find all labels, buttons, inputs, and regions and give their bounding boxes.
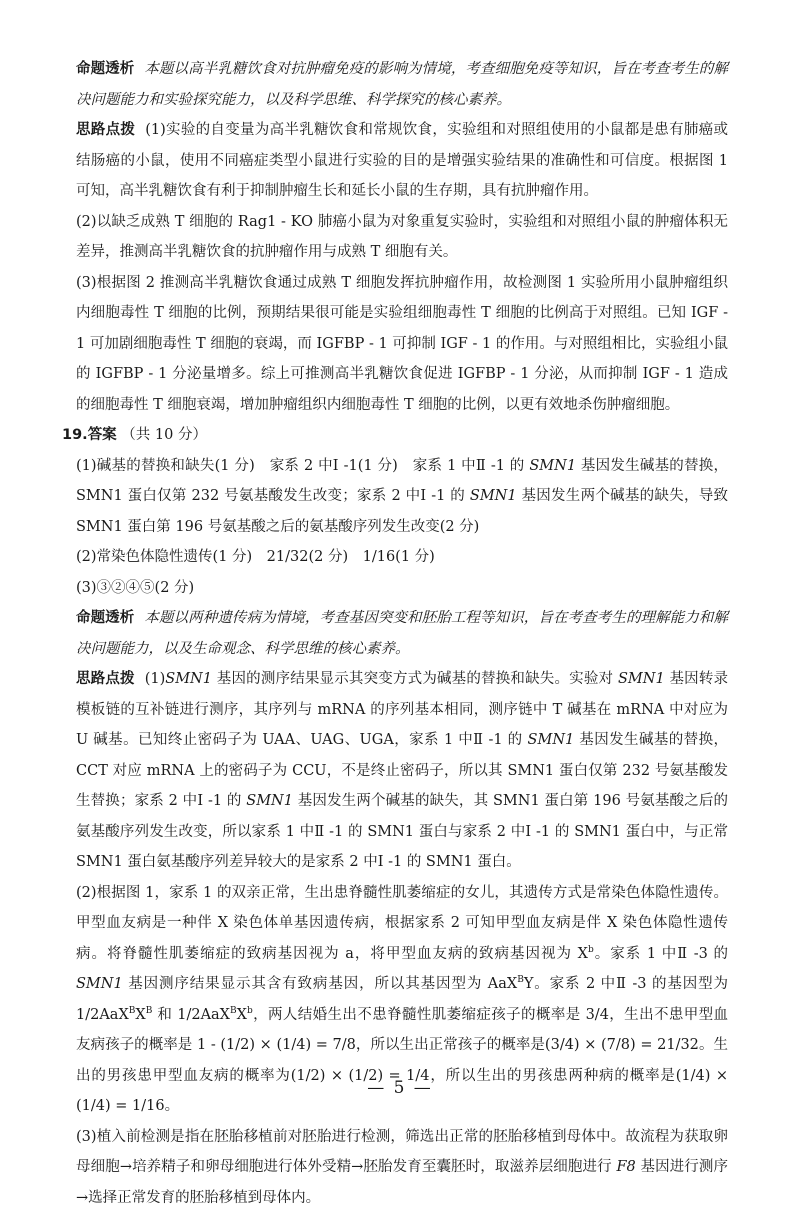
text: 基因发生两个碱基的缺失，其 SMN1 蛋白第 196 号氨基酸之后的氨基酸序列发生改变，所以家系 1 中Ⅱ -1 的 SMN1 蛋白与家系 2 中Ⅰ -1 的 SMN1 蛋白中，与正常 SMN1 蛋白氨基酸序列差异较大的是家系 2 中Ⅰ -1 的 SMN1 蛋白。 [76, 793, 728, 870]
answer-1-text-c: 基因发生两个碱基的缺失，导致 SMN1 蛋白第 196 号氨基酸之后的氨基酸序列发生改变(2 分) [76, 488, 728, 535]
gene-name: SMN1 [76, 976, 123, 992]
gene-name: SMN1 [529, 458, 576, 474]
paragraph-silu-2 [76, 207, 728, 268]
answer-2-text: (2)常染色体隐性遗传(1 分) 21/32(2 分) 1/16(1 分) [76, 549, 435, 565]
superscript: B [517, 975, 524, 985]
gene-name: SMN1 [165, 671, 212, 687]
page-content [76, 54, 728, 1213]
text: (2)根据图 1，家系 1 的双亲正常，生出患脊髓性肌萎缩症的女儿，其遗传方式是常染色体隐性遗传。甲型血友病是一种伴 X 染色体单基因遗传病，根据家系 2 可知甲型血友病是伴 X 染色体隐性遗传病。将脊髓性肌萎缩症的致病基因视为 a，将甲型血友病的致病基因视为 X [76, 885, 728, 962]
answer-1 [76, 451, 728, 543]
text: 基因转录模板链的互补链进行测序，其序列与 mRNA 的序列基本相同，测序链中 T 碱基在 mRNA 中对应为 U 碱基。已知终止密码子为 UAA、UAG、UGA，家系 1 中Ⅱ -1 的 [76, 671, 728, 748]
text: 基因测序结果显示其含有致病基因，所以其基因型为 AaX [128, 976, 517, 992]
text: 和 1/2AaX [152, 1007, 230, 1023]
silu-text-2: (2)以缺乏成熟 T 细胞的 Rag1 - KO 肺癌小鼠为对象重复实验时，实验组和对照组小鼠的肿瘤体积无差异，推测高半乳糖饮食的抗肿瘤作用与成熟 T 细胞有关。 [76, 214, 728, 261]
text: ，两人结婚生出不患脊髓性肌萎缩症孩子的概率是 3/4，生出不患甲型血友病孩子的概率是 1 - (1/2) × (1/4) = 7/8，所以生出正常孩子的概率是(3/4) × (7/8) = 21/32。生出的男孩患甲型血友病的概率为(1/2) × (1/2) = 1/4，所以生出的男孩患两种病的概率是(1/4) × (1/4) = 1/16。 [76, 1007, 728, 1115]
question-number: 19. [62, 427, 88, 443]
text: 基因的测序结果显示其突变方式为碱基的替换和缺失。实验对 [217, 671, 613, 687]
page-number: — 5 — [0, 1078, 800, 1098]
mingti-label: 命题透析 [76, 61, 134, 77]
text: X [237, 1007, 247, 1023]
silu-text-3: (3)根据图 2 推测高半乳糖饮食通过成熟 T 细胞发挥抗肿瘤作用，故检测图 1 实验所用小鼠肿瘤组织内细胞毒性 T 细胞的比例，预期结果很可能是实验组细胞毒性 T 细胞的比例高于对照组。已知 IGF - 1 可加剧细胞毒性 T 细胞的衰竭，而 IGFBP - 1 可抑制 IGF - 1 的作用。与对照组相比，实验组小鼠的 IGFBP - 1 分泌量增多。综上可推测高半乳糖饮食促进 IGFBP - 1 分泌，从而抑制 IGF - 1 造成的细胞毒性 T 细胞衰竭，增加肿瘤组织内细胞毒性 T 细胞的比例，以更有效地杀伤肿瘤细胞。 [76, 275, 728, 413]
mingti-label: 命题透析 [76, 610, 134, 626]
superscript: b [588, 945, 594, 955]
gene-name: F8 [616, 1159, 635, 1175]
answer-3 [76, 573, 728, 604]
gene-name: SMN1 [618, 671, 665, 687]
silu-text-1: (1)实验的自变量为高半乳糖饮食和常规饮食，实验组和对照组使用的小鼠都是患有肺癌或结肠癌的小鼠，使用不同癌症类型小鼠进行实验的目的是增强实验结果的准确性和可信度。根据图 1 可知，高半乳糖饮食有利于抑制肿瘤生长和延长小鼠的生存期，具有抗肿瘤作用。 [76, 122, 728, 199]
answer-2 [76, 542, 728, 573]
text: X [135, 1007, 145, 1023]
superscript: B [146, 1006, 153, 1016]
superscript: B [230, 1006, 237, 1016]
gene-name: SMN1 [246, 793, 293, 809]
paragraph-mingti-1 [76, 54, 728, 115]
answer-1-text-a: (1)碱基的替换和缺失(1 分) 家系 2 中Ⅰ -1(1 分) 家系 1 中Ⅱ -1 的 [76, 458, 525, 474]
answer-score: （共 10 分） [121, 427, 207, 443]
mingti-text: 本题以两种遗传病为情境，考查基因突变和胚胎工程等知识，旨在考查考生的理解能力和解决问题能力，以及生命观念、科学思维的核心素养。 [76, 610, 728, 657]
text: 基因发生碱基的替换，CCT 对应 mRNA 上的密码子为 CCU，不是终止密码子，所以其 SMN1 蛋白仅第 232 号氨基酸发生替换；家系 2 中Ⅰ -1 的 [76, 732, 728, 809]
answer-3-text: (3)③②④⑤(2 分) [76, 580, 194, 596]
text: 。家系 1 中Ⅱ -3 的 [594, 946, 728, 962]
question-19-header [62, 420, 728, 451]
mingti-text: 本题以高半乳糖饮食对抗肿瘤免疫的影响为情境，考查细胞免疫等知识，旨在考查考生的解决问题能力和实验探究能力，以及科学思维、科学探究的核心素养。 [76, 61, 728, 108]
text: 基因进行测序→选择正常发育的胚胎移植到母体内。 [76, 1159, 728, 1206]
paragraph-silu-q19-1 [76, 664, 728, 878]
gene-name: SMN1 [470, 488, 517, 504]
text: (1) [145, 671, 166, 687]
silu-label: 思路点拨 [76, 122, 135, 138]
paragraph-silu-3 [76, 268, 728, 421]
gene-name: SMN1 [528, 732, 575, 748]
superscript: B [129, 1006, 136, 1016]
answer-label: 答案 [88, 427, 117, 443]
text: (3)植入前检测是指在胚胎移植前对胚胎进行检测，筛选出正常的胚胎移植到母体中。故流程为获取卵母细胞→培养精子和卵母细胞进行体外受精→胚胎发育至囊胚时，取滋养层细胞进行 [76, 1129, 728, 1176]
silu-label: 思路点拨 [76, 671, 135, 687]
paragraph-silu-q19-3 [76, 1122, 728, 1213]
text: Y。家系 2 中Ⅱ -3 的基因型为 1/2AaX [76, 976, 728, 1023]
paragraph-silu-1 [76, 115, 728, 207]
paragraph-mingti-2 [76, 603, 728, 664]
answer-1-text-b: 基因发生碱基的替换，SMN1 蛋白仅第 232 号氨基酸发生改变；家系 2 中Ⅰ -1 的 [76, 458, 728, 505]
superscript: b [247, 1006, 253, 1016]
